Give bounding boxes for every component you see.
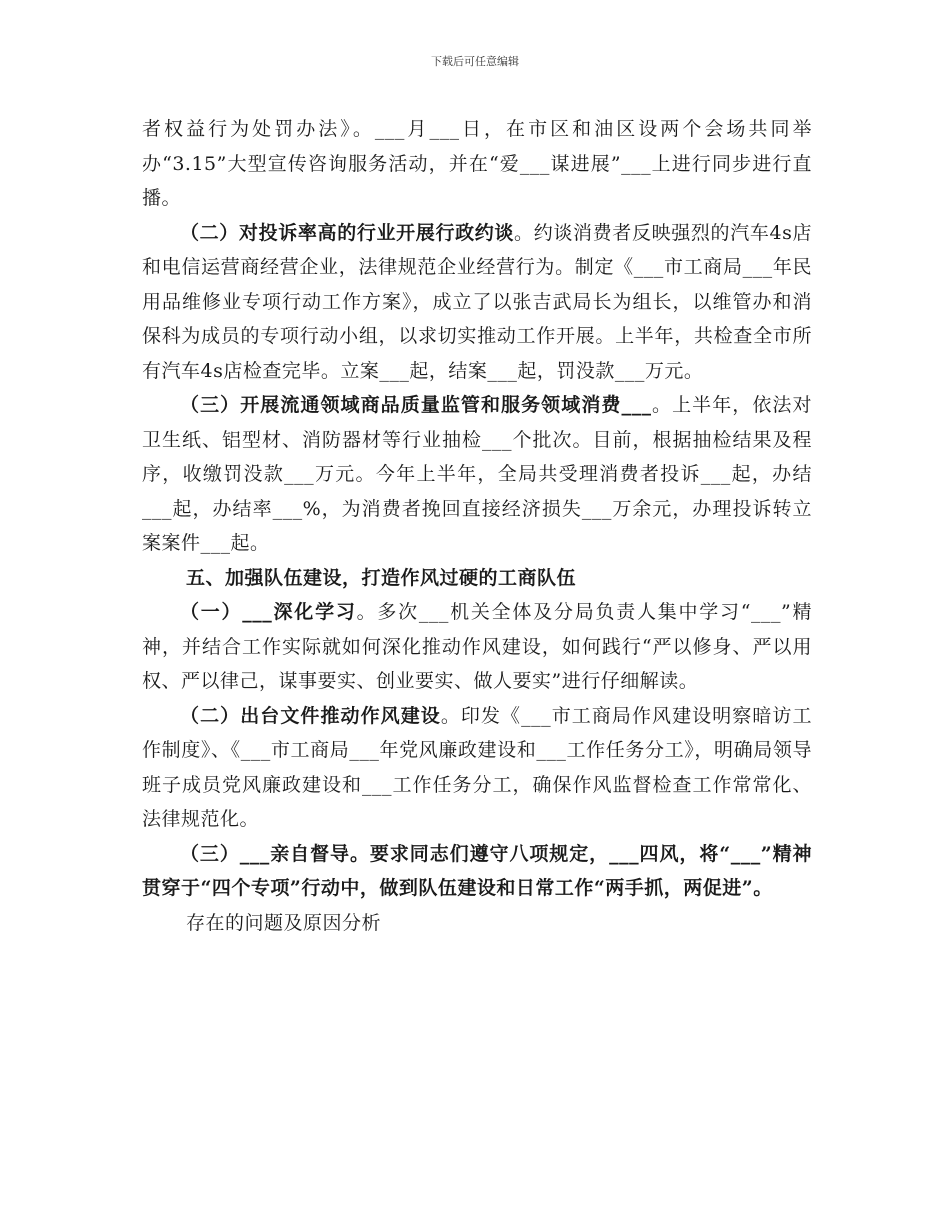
text-deepen-study: 。多次___机关全体及分局负责人集中学习“___”精神，并结合工作实际就如何深化推动作风建设，如何践行“严以修身、严以用权、严以律己，谋事要实、创业要实、做人要实”进行仔细解读。 (142, 601, 812, 692)
heading-issue-documents: （二）出台文件推动作风建设 (180, 704, 441, 727)
section-heading-team-building: 五、加强队伍建设，打造作风过硬的工商队伍 (186, 566, 577, 589)
heading-quality-supervision: （三）开展流通领域商品质量监管和服务领域消费___ (180, 394, 652, 416)
heading-deepen-study: （一）___深化学习 (180, 601, 357, 623)
text-issue-documents: 。印发《___市工商局作风建设明察暗访工作制度》、《___市工商局___年党风廉政建设和___工作任务分工》，明确局领导班子成员党风廉政建设和___工作任务分工，确保作风监督检查工作常常化、法律规范化。 (142, 704, 812, 830)
paragraph-issue-documents (142, 699, 812, 837)
paragraph-quality-supervision (142, 388, 812, 561)
heading-administrative-talks: （二）对投诉率高的行业开展行政约谈 (180, 221, 515, 244)
text-quality-supervision: 。上半年，依法对卫生纸、铝型材、消防器材等行业抽检___个批次。目前，根据抽检结果及程序，收缴罚没款___万元。今年上半年，全局共受理消费者投诉___起，办结___起，办结率___%，为消费者挽回直接经济损失___万余元，办理投诉转立案案件___起。 (142, 394, 812, 554)
text-administrative-talks: 。约谈消费者反映强烈的汽车4s店和电信运营商经营企业，法律规范企业经营行为。制定《___市工商局___年民用品维修业专项行动工作方案》，成立了以张吉武局长为组长，以维管办和消保科为成员的专项行动小组，以求切实推动工作开展。上半年，共检查全市所有汽车4s店检查完毕。立案___起，结案___起，罚没款___万元。 (142, 221, 812, 382)
paragraph-personal-supervision: （三）___亲自督导。要求同志们遵守八项规定，___四风，将“___”精神贯穿于“四个专项”行动中，做到队伍建设和日常工作“两手抓，两促进”。 (142, 842, 812, 899)
page-header: 下载后可任意编辑 (431, 55, 519, 68)
paragraph-deepen-study (142, 595, 812, 699)
paragraph-administrative-talks (142, 216, 812, 389)
paragraph-consumer-rights: 者权益行为处罚办法》。___月___日，在市区和油区设两个会场共同举办“3.15”大型宣传咨询服务活动，并在“爱___谋进展”___上进行同步进行直播。 (142, 118, 812, 209)
document-body (142, 112, 812, 940)
heading-problems-analysis: 存在的问题及原因分析 (186, 911, 382, 934)
